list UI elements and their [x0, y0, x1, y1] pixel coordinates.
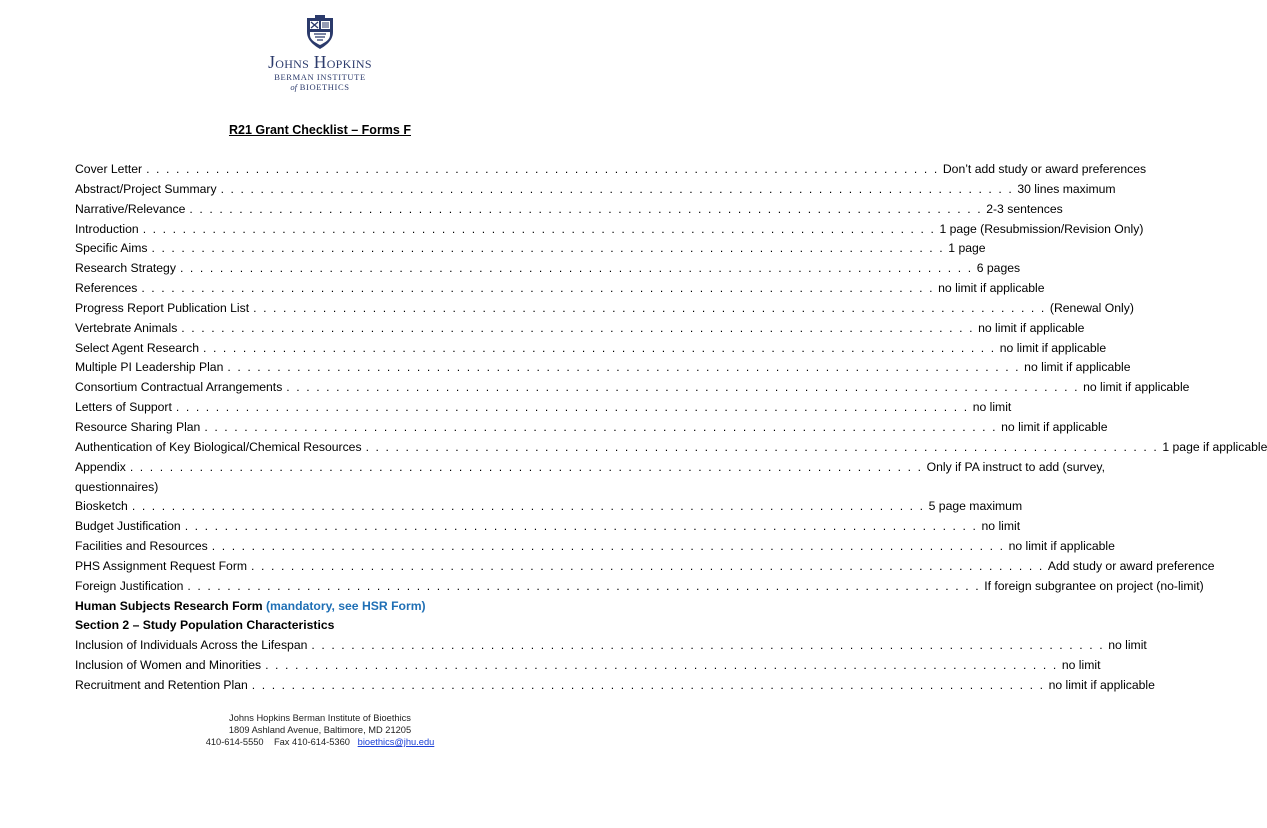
item-requirement: 5 page maximum — [928, 499, 1023, 514]
institution-name: Johns Hopkins — [268, 52, 372, 72]
checklist-item-narrative-relevance — [75, 200, 1063, 220]
item-requirement: Don’t add study or award preferences — [942, 162, 1147, 176]
item-requirement: 6 pages — [976, 261, 1021, 276]
item-requirement: 30 lines maximum — [1017, 181, 1116, 196]
checklist-item-progress-report-publication-list — [75, 299, 1134, 319]
item-requirement: no limit if applicable — [1001, 419, 1108, 434]
checklist-item-letters-of-support — [75, 398, 1012, 418]
footer-phone: 410-614-5550 — [205, 737, 264, 747]
item-requirement: no limit if applicable — [978, 320, 1085, 335]
letterhead — [0, 14, 640, 92]
dot-leader: . . . . . . . . . . . . . . . . . . . . . . . . . . . . . . . . . . . . . . . . . . . . . . . . . . . . . . . . . . . . . . . . . . . . . . . . . . . . . . . . — [179, 261, 973, 276]
checklist-item-vertebrate-animals — [75, 319, 1085, 339]
checklist-item-abstract-project-summary — [75, 180, 1116, 200]
item-label: Multiple PI Leadership Plan — [75, 360, 224, 375]
item-requirement: no limit if applicable — [938, 281, 1045, 296]
item-requirement: no limit — [1061, 658, 1101, 673]
dot-leader: . . . . . . . . . . . . . . . . . . . . . . . . . . . . . . . . . . . . . . . . . . . . . . . . . . . . . . . . . . . . . . . . . . . . . . . . . . . . . . . . — [311, 638, 1105, 653]
dot-leader: . . . . . . . . . . . . . . . . . . . . . . . . . . . . . . . . . . . . . . . . . . . . . . . . . . . . . . . . . . . . . . . . . . . . . . . . . . . . . . . . — [253, 300, 1046, 315]
checklist-item-biosketch — [75, 497, 1023, 517]
checklist-item-select-agent-research — [75, 339, 1107, 359]
item-label: Inclusion of Individuals Across the Lifespan — [75, 638, 308, 653]
item-requirement: (Renewal Only) — [1049, 300, 1134, 315]
dot-leader: . . . . . . . . . . . . . . . . . . . . . . . . . . . . . . . . . . . . . . . . . . . . . . . . . . . . . . . . . . . . . . . . . . . . . . . . . . . . . . . . — [365, 439, 1159, 454]
item-label: Inclusion of Women and Minorities — [75, 658, 262, 673]
institute-subname: of BIOETHICS — [290, 82, 350, 92]
checklist-item-multiple-pi-leadership-plan — [75, 358, 1131, 378]
item-label: Appendix — [75, 459, 126, 474]
item-label: Biosketch — [75, 499, 128, 514]
dot-leader: . . . . . . . . . . . . . . . . . . . . . . . . . . . . . . . . . . . . . . . . . . . . . . . . . . . . . . . . . . . . . . . . . . . . . . . . . . . . . . . . — [265, 658, 1058, 673]
item-label: Progress Report Publication List — [75, 300, 250, 315]
item-requirement: no limit if applicable — [999, 340, 1107, 355]
dot-leader: . . . . . . . . . . . . . . . . . . . . . . . . . . . . . . . . . . . . . . . . . . . . . . . . . . . . . . . . . . . . . . . . . . . . . . . . . . . . . . . . — [175, 400, 969, 415]
footer-fax: Fax 410-614-5360 — [273, 737, 350, 747]
checklist-item-budget-justification — [75, 517, 1021, 537]
dot-leader: . . . . . . . . . . . . . . . . . . . . . . . . . . . . . . . . . . . . . . . . . . . . . . . . . . . . . . . . . . . . . . . . . . . . . . . . . . . . . . . . — [211, 539, 1005, 554]
footer-org: Johns Hopkins Berman Institute of Bioethics — [229, 713, 411, 723]
dot-leader: . . . . . . . . . . . . . . . . . . . . . . . . . . . . . . . . . . . . . . . . . . . . . . . . . . . . . . . . . . . . . . . . . . . . . . . . . . . . . . . . — [189, 201, 983, 216]
page-title: R21 Grant Checklist – Forms F — [228, 123, 411, 137]
checklist-item-recruitment-and-retention-plan — [75, 676, 1155, 696]
dot-leader: . . . . . . . . . . . . . . . . . . . . . . . . . . . . . . . . . . . . . . . . . . . . . . . . . . . . . . . . . . . . . . . . . . . . . . . . . . . . . . . . — [187, 578, 981, 593]
item-requirement: no limit — [972, 400, 1012, 415]
item-requirement: no limit if applicable — [1048, 677, 1155, 692]
item-requirement: Add study or award preference — [1047, 558, 1215, 573]
institute-name: BERMAN INSTITUTE — [274, 72, 366, 82]
checklist-item-authentication-of-key-biological-chemical-resources — [75, 438, 1267, 458]
checklist-item-research-strategy — [75, 259, 1021, 279]
dot-leader: . . . . . . . . . . . . . . . . . . . . . . . . . . . . . . . . . . . . . . . . . . . . . . . . . . . . . . . . . . . . . . . . . . . . . . . . . . . . . . . . — [286, 380, 1080, 395]
checklist-item-appendix — [75, 458, 1105, 478]
dot-leader: . . . . . . . . . . . . . . . . . . . . . . . . . . . . . . . . . . . . . . . . . . . . . . . . . . . . . . . . . . . . . . . . . . . . . . . . . . . . . . . . — [204, 419, 998, 434]
item-label: References — [75, 281, 138, 296]
item-requirement: no limit if applicable — [1008, 539, 1115, 554]
item-label: Consortium Contractual Arrangements — [75, 380, 283, 395]
dot-leader: . . . . . . . . . . . . . . . . . . . . . . . . . . . . . . . . . . . . . . . . . . . . . . . . . . . . . . . . . . . . . . . . . . . . . . . . . . . . . . . . — [146, 162, 939, 176]
hsr-form-label: Human Subjects Research Form — [75, 598, 263, 613]
dot-leader: . . . . . . . . . . . . . . . . . . . . . . . . . . . . . . . . . . . . . . . . . . . . . . . . . . . . . . . . . . . . . . . . . . . . . . . . . . . . . . . . — [141, 281, 935, 296]
checklist-item-consortium-contractual-arrangements — [75, 378, 1190, 398]
checklist-item-phs-assignment-request-form — [75, 557, 1215, 577]
checklist-item-facilities-and-resources — [75, 537, 1115, 557]
hsr-mandatory-note: (mandatory, see HSR Form) — [266, 598, 426, 613]
item-label: Letters of Support — [75, 400, 172, 415]
item-label: Abstract/Project Summary — [75, 181, 217, 196]
footer-contact — [0, 736, 640, 748]
dot-leader: . . . . . . . . . . . . . . . . . . . . . . . . . . . . . . . . . . . . . . . . . . . . . . . . . . . . . . . . . . . . . . . . . . . . . . . . . . . . . . . . — [184, 519, 978, 534]
dot-leader: . . . . . . . . . . . . . . . . . . . . . . . . . . . . . . . . . . . . . . . . . . . . . . . . . . . . . . . . . . . . . . . . . . . . . . . . . . . . . . . . — [251, 677, 1045, 692]
checklist-item-introduction — [75, 220, 1144, 240]
item-requirement: 1 page — [948, 241, 986, 256]
item-label: Foreign Justification — [75, 578, 184, 593]
item-requirement: If foreign subgrantee on project (no-limit) — [984, 578, 1204, 593]
dot-leader: . . . . . . . . . . . . . . . . . . . . . . . . . . . . . . . . . . . . . . . . . . . . . . . . . . . . . . . . . . . . . . . . . . . . . . . . . . . . . . . . — [220, 181, 1014, 196]
item-label: Research Strategy — [75, 261, 176, 276]
dot-leader: . . . . . . . . . . . . . . . . . . . . . . . . . . . . . . . . . . . . . . . . . . . . . . . . . . . . . . . . . . . . . . . . . . . . . . . . . . . . . . . . — [142, 221, 936, 236]
item-requirement: 2-3 sentences — [986, 201, 1063, 216]
item-label: Resource Sharing Plan — [75, 419, 201, 434]
item-requirement: 1 page if applicable — [1162, 439, 1267, 454]
dot-leader: . . . . . . . . . . . . . . . . . . . . . . . . . . . . . . . . . . . . . . . . . . . . . . . . . . . . . . . . . . . . . . . . . . . . . . . . . . . . . . . . — [131, 499, 925, 514]
item-requirement-continuation: questionnaires) — [75, 479, 159, 494]
checklist-item-inclusion-of-women-and-minorities — [75, 656, 1101, 676]
checklist-item-foreign-justification — [75, 577, 1204, 597]
dot-leader: . . . . . . . . . . . . . . . . . . . . . . . . . . . . . . . . . . . . . . . . . . . . . . . . . . . . . . . . . . . . . . . . . . . . . . . . . . . . . . . . — [251, 558, 1044, 573]
item-label: Introduction — [75, 221, 139, 236]
dot-leader: . . . . . . . . . . . . . . . . . . . . . . . . . . . . . . . . . . . . . . . . . . . . . . . . . . . . . . . . . . . . . . . . . . . . . . . . . . . . . . . . — [181, 320, 975, 335]
checklist-item-specific-aims — [75, 239, 986, 259]
item-label: Narrative/Relevance — [75, 201, 186, 216]
item-label: Authentication of Key Biological/Chemical Resources — [75, 439, 362, 454]
item-label: Vertebrate Animals — [75, 320, 178, 335]
item-requirement: no limit if applicable — [1024, 360, 1131, 375]
item-label: Facilities and Resources — [75, 539, 208, 554]
hsr-form-line — [75, 597, 595, 617]
checklist-item-resource-sharing-plan — [75, 418, 1108, 438]
checklist-item-cover-letter — [75, 160, 1147, 180]
item-requirement: 1 page (Resubmission/Revision Only) — [939, 221, 1144, 236]
item-requirement: no limit — [981, 519, 1021, 534]
item-label: Select Agent Research — [75, 340, 199, 355]
item-label: Budget Justification — [75, 519, 181, 534]
checklist-item-references — [75, 279, 1045, 299]
item-requirement: Only if PA instruct to add (survey, — [926, 459, 1105, 474]
dot-leader: . . . . . . . . . . . . . . . . . . . . . . . . . . . . . . . . . . . . . . . . . . . . . . . . . . . . . . . . . . . . . . . . . . . . . . . . . . . . . . . . — [202, 340, 996, 355]
section-2-heading: Section 2 – Study Population Characteristics — [75, 618, 335, 633]
footer — [0, 712, 640, 748]
dot-leader: . . . . . . . . . . . . . . . . . . . . . . . . . . . . . . . . . . . . . . . . . . . . . . . . . . . . . . . . . . . . . . . . . . . . . . . . . . . . . . . . — [129, 459, 923, 474]
item-label: Recruitment and Retention Plan — [75, 677, 248, 692]
dot-leader: . . . . . . . . . . . . . . . . . . . . . . . . . . . . . . . . . . . . . . . . . . . . . . . . . . . . . . . . . . . . . . . . . . . . . . . . . . . . . . . . — [151, 241, 945, 256]
checklist-item-inclusion-of-individuals-across-the-lifespan — [75, 636, 1147, 656]
university-shield-logo — [305, 14, 335, 50]
item-requirement: no limit if applicable — [1083, 380, 1190, 395]
item-requirement: no limit — [1108, 638, 1147, 653]
item-label: Cover Letter — [75, 162, 143, 176]
item-label: PHS Assignment Request Form — [75, 558, 248, 573]
checklist — [75, 160, 1267, 696]
dot-leader: . . . . . . . . . . . . . . . . . . . . . . . . . . . . . . . . . . . . . . . . . . . . . . . . . . . . . . . . . . . . . . . . . . . . . . . . . . . . . . . . — [227, 360, 1021, 375]
footer-email-link[interactable]: bioethics@jhu.edu — [357, 737, 435, 747]
footer-address: 1809 Ashland Avenue, Baltimore, MD 21205 — [228, 725, 412, 735]
item-label: Specific Aims — [75, 241, 148, 256]
